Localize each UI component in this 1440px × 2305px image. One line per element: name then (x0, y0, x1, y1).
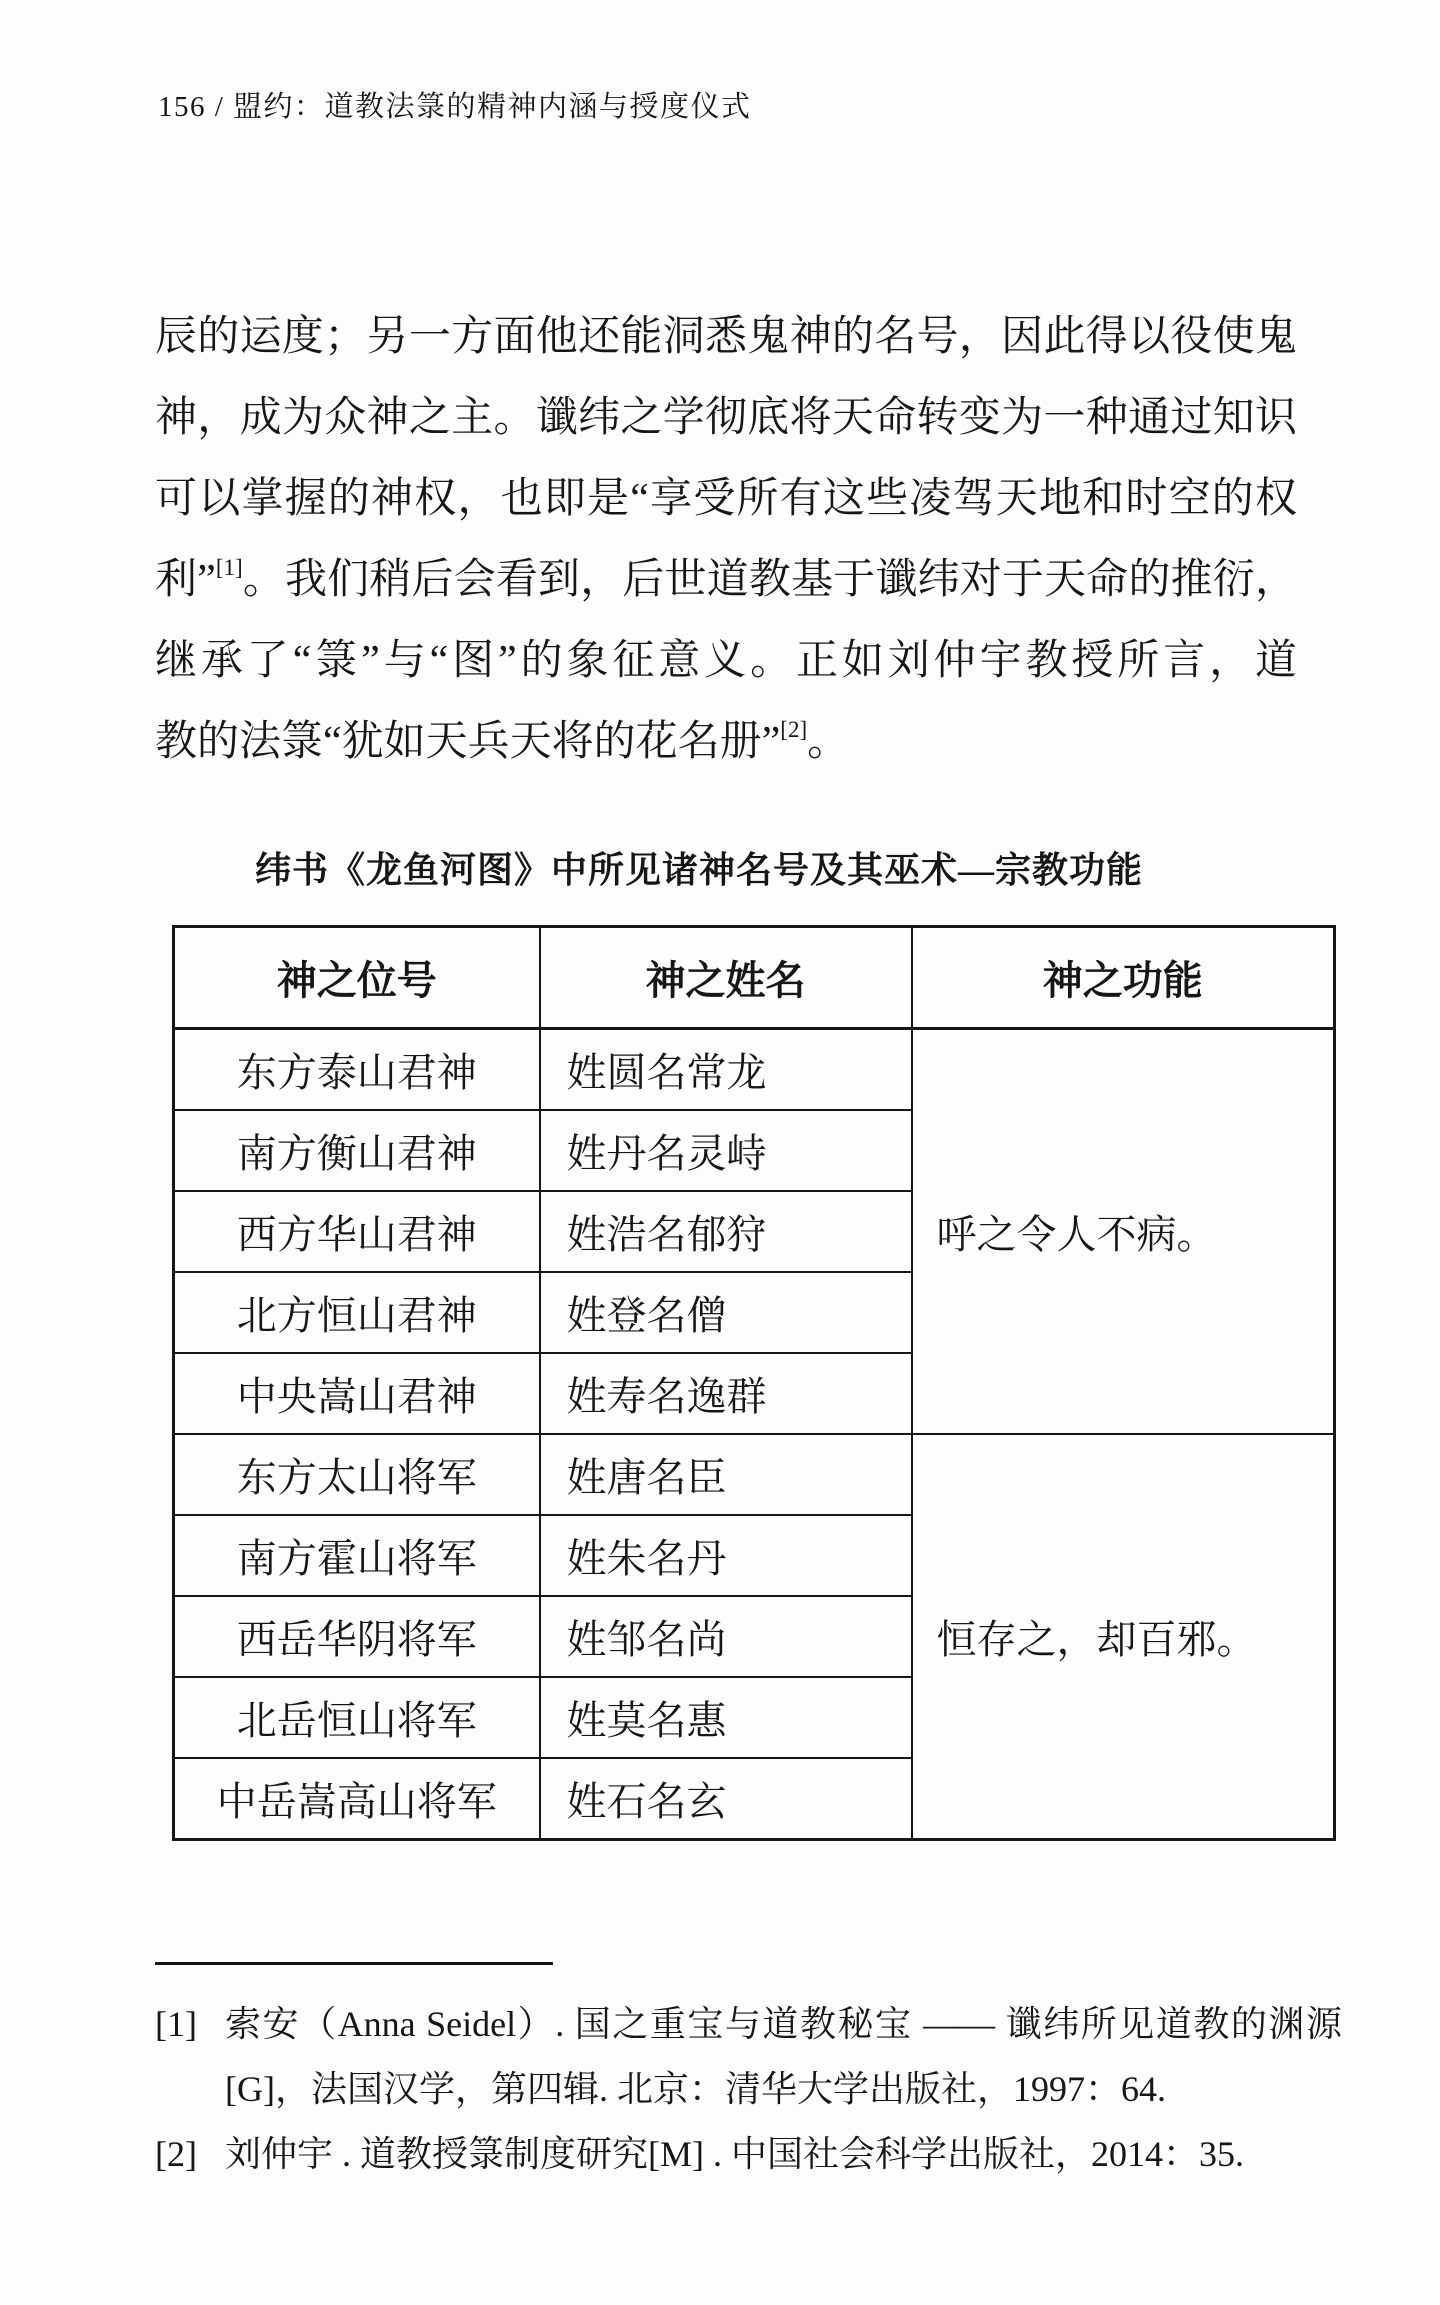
cell-position: 中央嵩山君神 (174, 1353, 540, 1434)
cell-name: 姓莫名惠 (540, 1677, 912, 1758)
footnote-2 (155, 2122, 1342, 2187)
header-deity-position: 神之位号 (174, 927, 540, 1029)
footnote-2-text: 刘仲宇 . 道教授箓制度研究[M] . 中国社会科学出版社，2014：35. (225, 2134, 1244, 2174)
paragraph-line-6-text-a: 教的法箓“犹如天兵天将的花名册” (155, 719, 781, 765)
paragraph-line-6 (155, 702, 1297, 783)
paragraph-line-5: 继承了“箓”与“图”的象征意义。正如刘仲宇教授所言，道 (155, 638, 1297, 684)
cell-position: 中岳嵩高山将军 (174, 1758, 540, 1840)
cell-name: 姓唐名臣 (540, 1434, 912, 1515)
paragraph-line-6-text-b: 。 (807, 719, 850, 765)
body-paragraph (155, 297, 1297, 783)
cell-name: 姓石名玄 (540, 1758, 912, 1840)
header-deity-name: 神之姓名 (540, 927, 912, 1029)
cell-name: 姓邹名尚 (540, 1596, 912, 1677)
cell-name: 姓寿名逸群 (540, 1353, 912, 1434)
footnote-ref-2: [2] (780, 717, 808, 742)
running-header: 156 / 盟约：道教法箓的精神内涵与授度仪式 (158, 91, 752, 123)
cell-position: 北方恒山君神 (174, 1272, 540, 1353)
footnote-1-marker: [1] (155, 2004, 197, 2044)
footnote-2-marker: [2] (155, 2134, 197, 2174)
table-title: 纬书《龙鱼河图》中所见诸神名号及其巫术—宗教功能 (255, 850, 1144, 890)
cell-position: 东方泰山君神 (174, 1029, 540, 1111)
cell-name: 姓登名僧 (540, 1272, 912, 1353)
cell-name: 姓朱名丹 (540, 1515, 912, 1596)
footnote-1-text: 索安（Anna Seidel）. 国之重宝与道教秘宝 —— 谶纬所见道教的渊源[G]，法国汉学，第四辑. 北京：清华大学出版社，1997：64. (225, 2004, 1342, 2109)
cell-function-group-2: 恒存之，却百邪。 (912, 1434, 1335, 1840)
table-row (174, 1434, 1335, 1515)
cell-name: 姓浩名郁狩 (540, 1191, 912, 1272)
cell-function-group-1: 呼之令人不病。 (912, 1029, 1335, 1435)
cell-name: 姓圆名常龙 (540, 1029, 912, 1111)
paragraph-line-3: 可以掌握的神权，也即是“享受所有这些凌驾天地和时空的权 (155, 476, 1297, 522)
cell-name: 姓丹名灵峙 (540, 1110, 912, 1191)
paragraph-line-4-text-b: 。我们稍后会看到，后世道教基于谶纬对于天命的推衍， (242, 557, 1297, 603)
table-header-row (174, 927, 1335, 1029)
header-deity-function: 神之功能 (912, 927, 1335, 1029)
footnote-ref-1: [1] (215, 555, 243, 580)
table-row (174, 1029, 1335, 1111)
paragraph-line-4-text-a: 利” (155, 557, 216, 603)
paragraph-line-1: 辰的运度；另一方面他还能洞悉鬼神的名号，因此得以役使鬼 (155, 314, 1297, 360)
cell-position: 东方太山将军 (174, 1434, 540, 1515)
footnote-1 (155, 1992, 1342, 2122)
paragraph-line-2: 神，成为众神之主。谶纬之学彻底将天命转变为一种通过知识 (155, 395, 1297, 441)
cell-position: 西岳华阴将军 (174, 1596, 540, 1677)
deity-table (172, 925, 1336, 1841)
footnote-divider (155, 1962, 553, 1965)
footnotes (155, 1992, 1342, 2187)
cell-position: 北岳恒山将军 (174, 1677, 540, 1758)
paragraph-line-4 (155, 540, 1297, 621)
cell-position: 西方华山君神 (174, 1191, 540, 1272)
cell-position: 南方衡山君神 (174, 1110, 540, 1191)
cell-position: 南方霍山将军 (174, 1515, 540, 1596)
